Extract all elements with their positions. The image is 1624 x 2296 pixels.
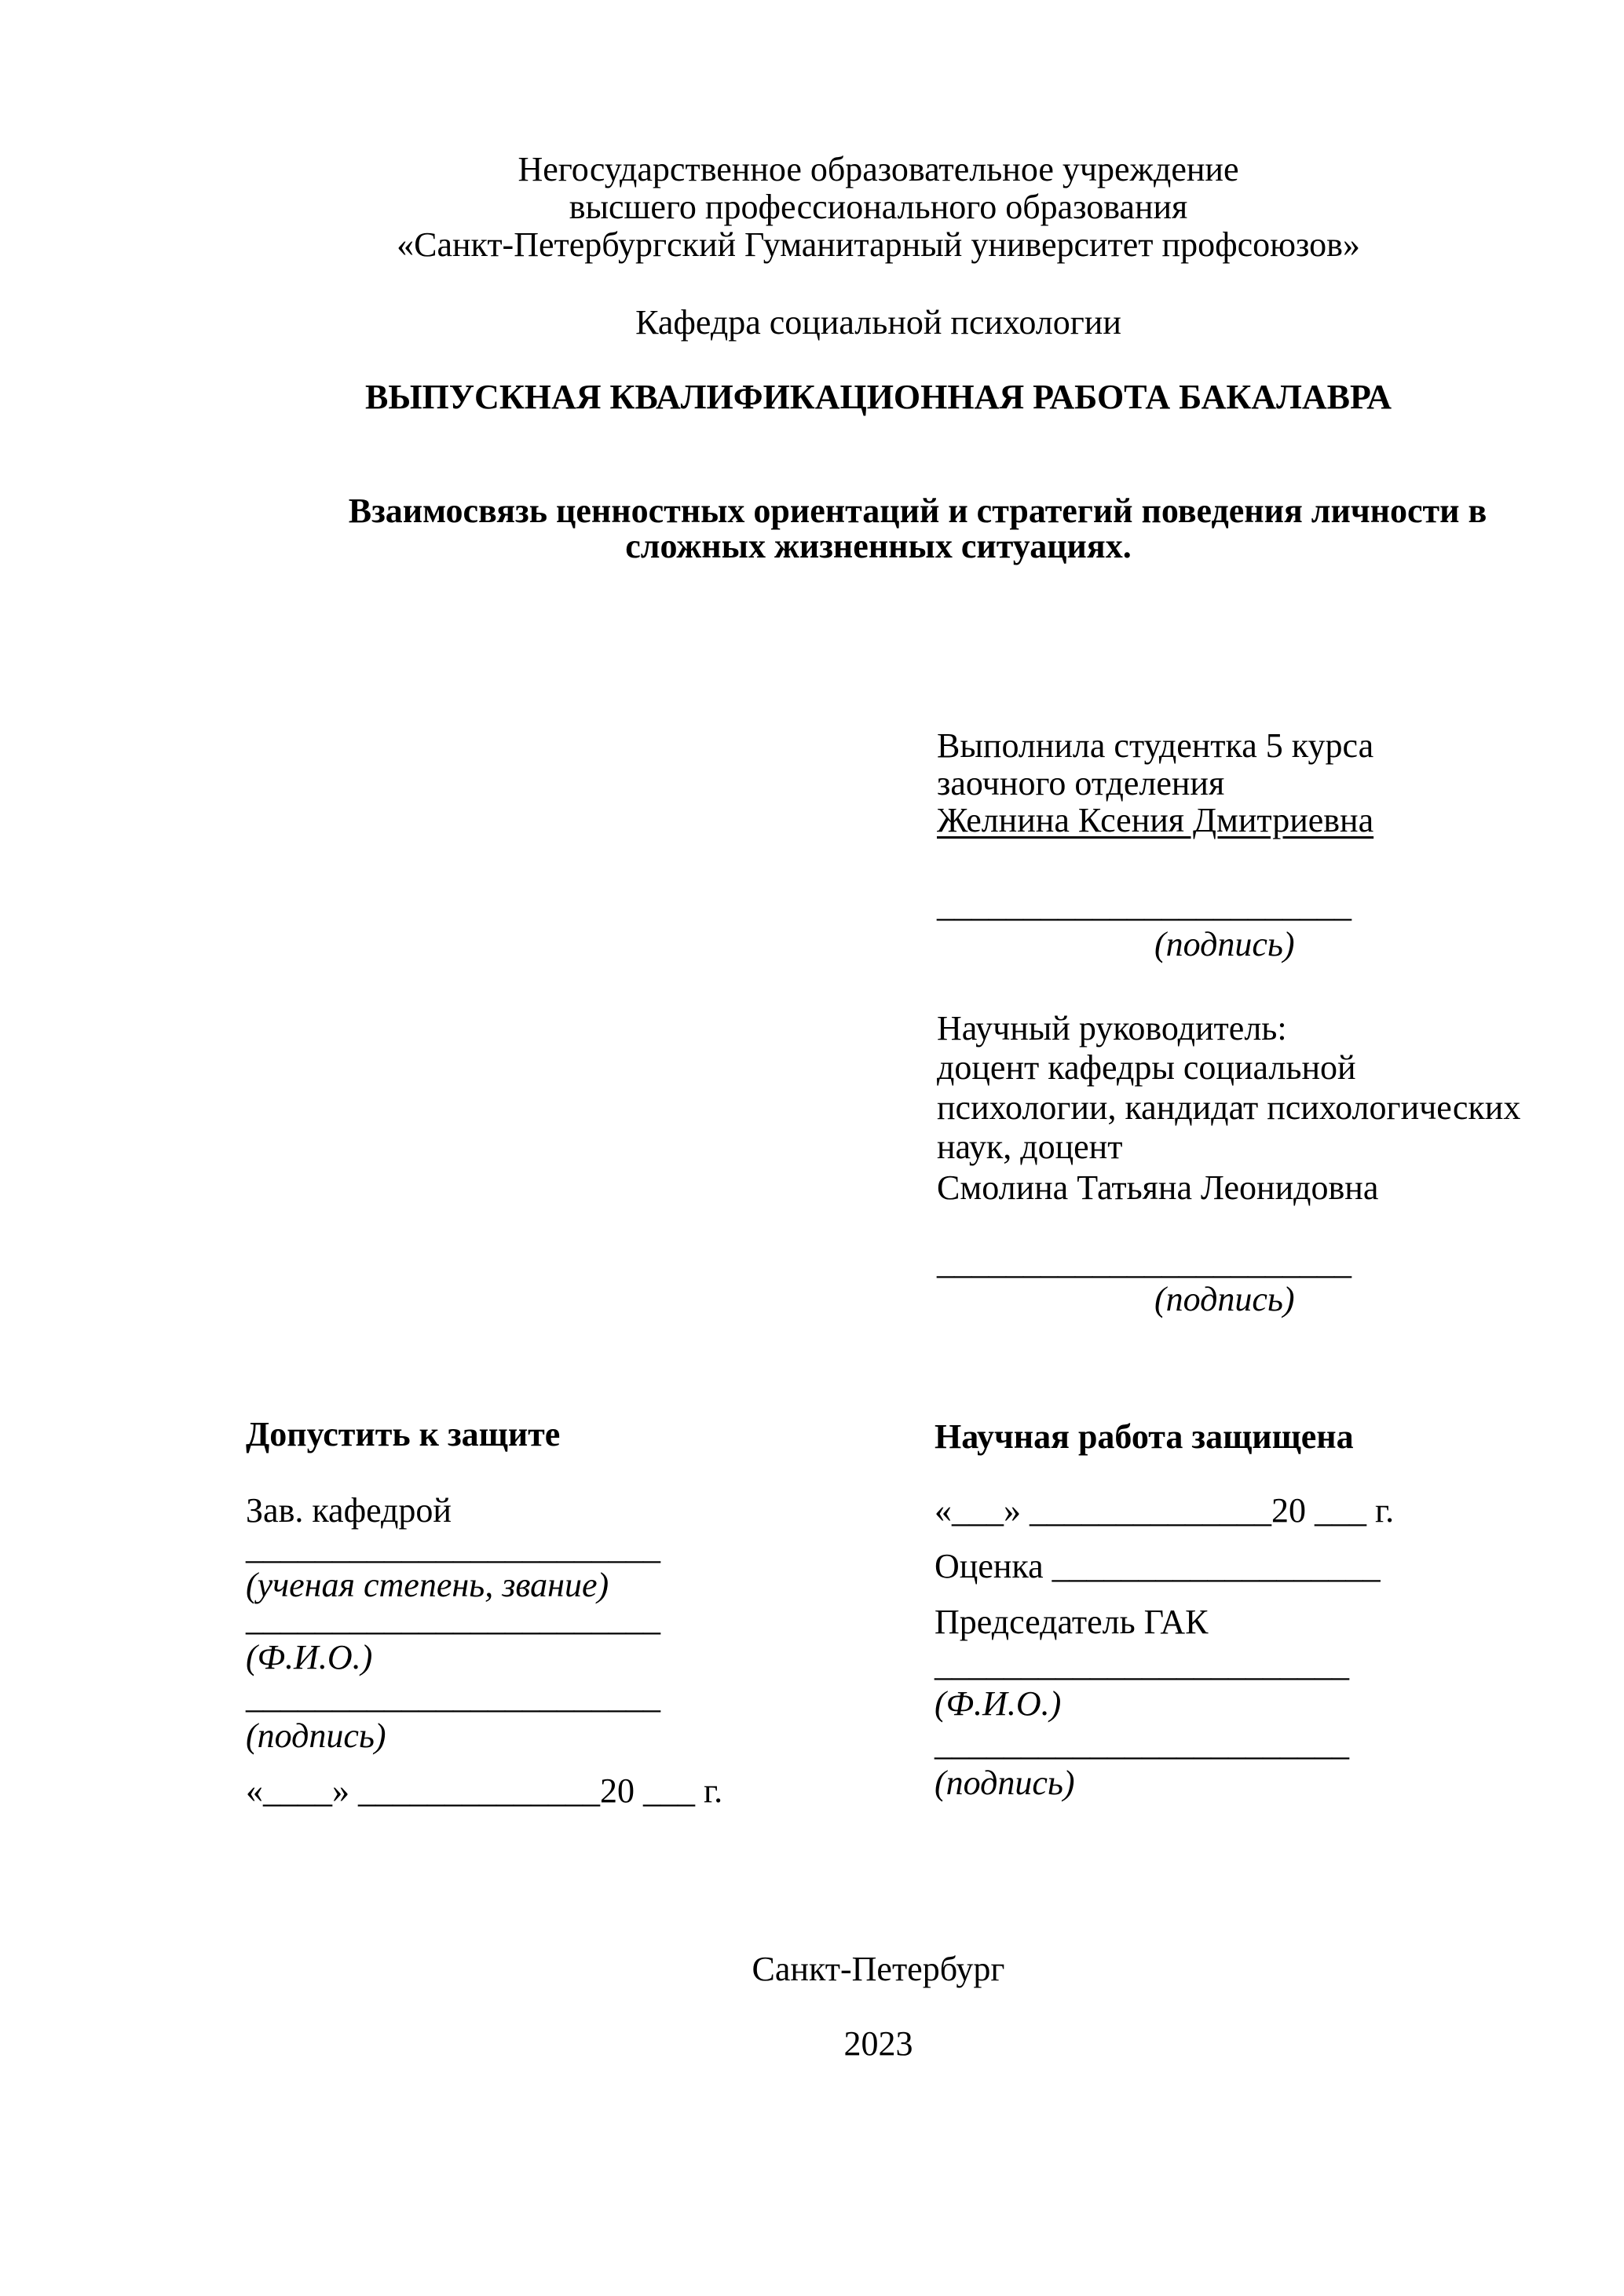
defense-name-caption: (Ф.И.О.) [935,1684,1062,1723]
student-name: Желнина Ксения Дмитриевна [937,801,1374,839]
work-type-heading: ВЫПУСКНАЯ КВАЛИФИКАЦИОННАЯ РАБОТА БАКАЛАВРА [364,378,1392,416]
student-role-line: Выполнила студентка 5 курса [937,726,1374,765]
supervisor-heading: Научный руководитель: [937,1009,1287,1047]
defense-blank-line-name: ________________________ [935,1645,1349,1684]
admission-blank-line-degree: ________________________ [246,1528,660,1567]
org-name-line3: «Санкт-Петербургский Гуманитарный университет профсоюзов» [397,225,1360,264]
supervisor-position-line2: психологии, кандидат психологических [937,1088,1521,1127]
defense-heading: Научная работа защищена [935,1417,1354,1456]
admission-blank-line-name: ________________________ [246,1600,660,1638]
supervisor-signature-line: ________________________ [937,1243,1352,1281]
defense-blank-line-signature: ________________________ [935,1724,1349,1763]
supervisor-name: Смолина Татьяна Леонидовна [937,1168,1379,1207]
admission-degree-caption: (ученая степень, звание) [246,1566,609,1604]
defense-date-line: «___» ______________20 ___ г. [935,1491,1395,1530]
student-signature-line: ________________________ [937,886,1352,924]
head-of-department-label: Зав. кафедрой [246,1491,452,1530]
student-signature-caption: (подпись) [1154,925,1295,963]
admission-blank-line-signature: ________________________ [246,1677,660,1716]
defense-grade-line: Оценка ___________________ [935,1547,1381,1585]
thesis-title-line1: Взаимосвязь ценностных ориентаций и стратегий поведения личности в [348,492,1487,530]
admission-date-line: «____» ______________20 ___ г. [246,1771,723,1810]
gak-chairman-label: Председатель ГАК [935,1603,1209,1641]
defense-signature-caption: (подпись) [935,1764,1075,1802]
org-name-line2: высшего профессионального образования [569,188,1188,226]
supervisor-position-line3: наук, доцент [937,1128,1123,1166]
admission-heading: Допустить к защите [246,1415,561,1453]
year-label: 2023 [843,2024,913,2063]
supervisor-position-line1: доцент кафедры социальной [937,1048,1356,1087]
admission-signature-caption: (подпись) [246,1717,386,1755]
supervisor-signature-caption: (подпись) [1154,1280,1295,1318]
student-department-line: заочного отделения [937,764,1225,803]
city-label: Санкт-Петербург [752,1950,1005,1988]
department-name: Кафедра социальной психологии [635,303,1121,342]
org-name-line1: Негосударственное образовательное учреждение [518,150,1239,188]
admission-name-caption: (Ф.И.О.) [246,1638,373,1676]
thesis-title-line2: сложных жизненных ситуациях. [625,527,1132,565]
